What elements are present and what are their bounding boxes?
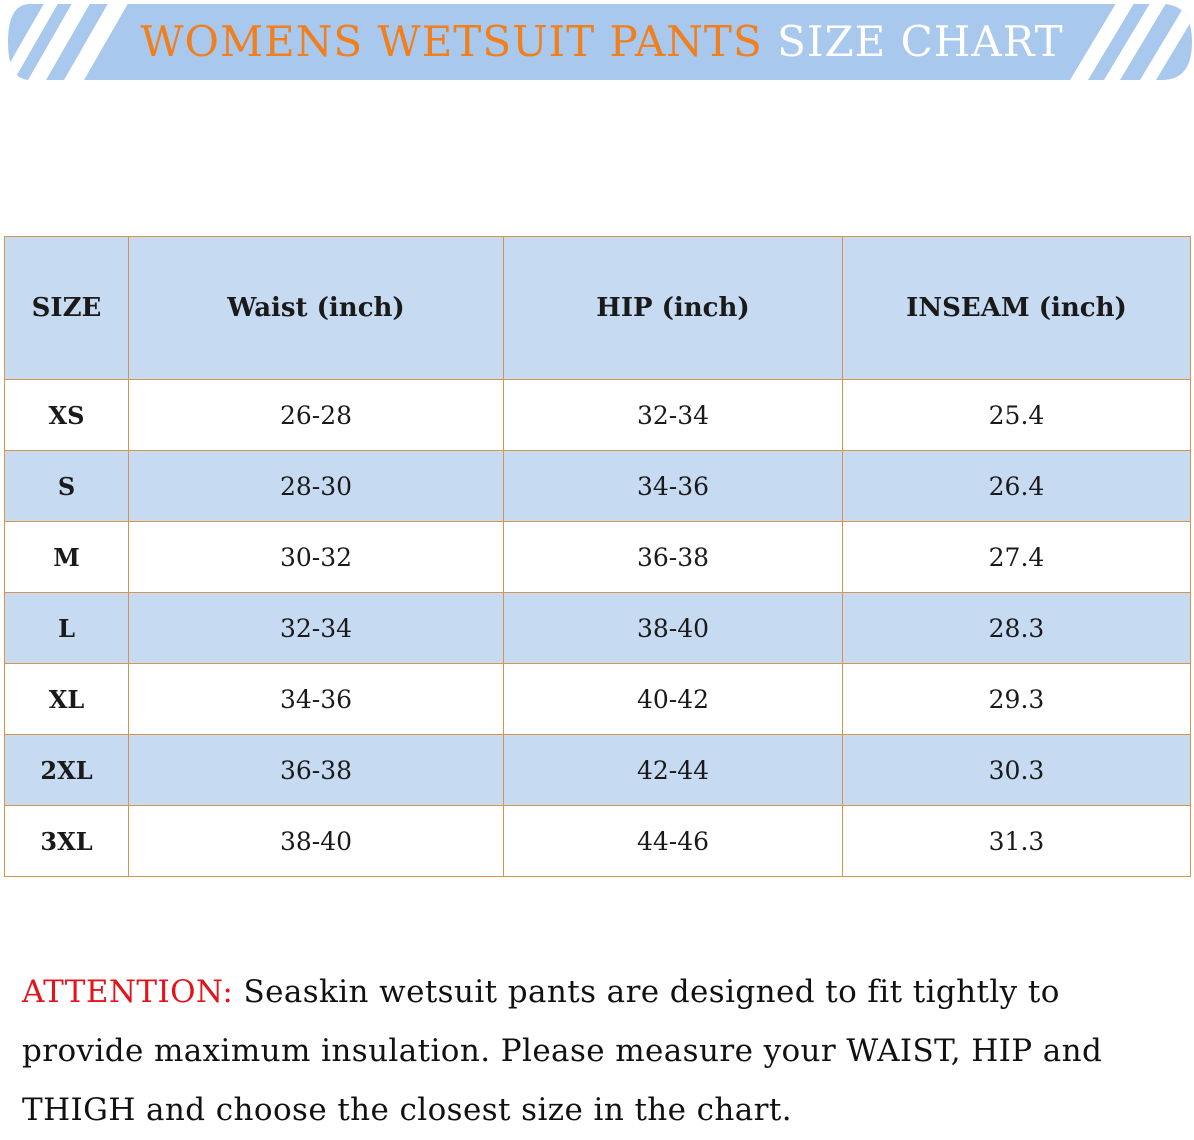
size-cell: 2XL <box>5 735 129 806</box>
size-chart-table <box>4 236 1191 877</box>
waist-cell: 34-36 <box>129 664 504 735</box>
table-row <box>5 735 1191 806</box>
table-row <box>5 380 1191 451</box>
inseam-cell: 27.4 <box>843 522 1191 593</box>
title-size-chart: SIZE CHART <box>777 17 1064 66</box>
waist-cell: 28-30 <box>129 451 504 522</box>
header-waist: Waist (inch) <box>129 237 504 380</box>
waist-cell: 38-40 <box>129 806 504 877</box>
attention-note <box>22 963 1182 1140</box>
attention-text: Seaskin wetsuit pants are designed to fit tightly to provide maximum insulation. Please measure your WAIST, HIP and THIGH and choose the closest size in the chart. <box>22 974 1103 1128</box>
hip-cell: 44-46 <box>504 806 843 877</box>
size-cell: XL <box>5 664 129 735</box>
size-cell: L <box>5 593 129 664</box>
inseam-cell: 26.4 <box>843 451 1191 522</box>
hip-cell: 34-36 <box>504 451 843 522</box>
header-inseam: INSEAM (inch) <box>843 237 1191 380</box>
size-cell: 3XL <box>5 806 129 877</box>
table-row <box>5 664 1191 735</box>
title-banner <box>0 0 1194 92</box>
header-hip: HIP (inch) <box>504 237 843 380</box>
table-row <box>5 522 1191 593</box>
title-womens-wetsuit-pants: WOMENS WETSUIT PANTS <box>140 17 763 66</box>
hip-cell: 32-34 <box>504 380 843 451</box>
inseam-cell: 29.3 <box>843 664 1191 735</box>
size-cell: XS <box>5 380 129 451</box>
attention-label: ATTENTION: <box>22 974 234 1010</box>
table-row <box>5 593 1191 664</box>
hip-cell: 40-42 <box>504 664 843 735</box>
size-cell: M <box>5 522 129 593</box>
size-cell: S <box>5 451 129 522</box>
waist-cell: 26-28 <box>129 380 504 451</box>
waist-cell: 36-38 <box>129 735 504 806</box>
waist-cell: 30-32 <box>129 522 504 593</box>
header-size: SIZE <box>5 237 129 380</box>
hip-cell: 36-38 <box>504 522 843 593</box>
page-title <box>0 14 1194 70</box>
hip-cell: 42-44 <box>504 735 843 806</box>
hip-cell: 38-40 <box>504 593 843 664</box>
table-row <box>5 806 1191 877</box>
inseam-cell: 28.3 <box>843 593 1191 664</box>
waist-cell: 32-34 <box>129 593 504 664</box>
inseam-cell: 25.4 <box>843 380 1191 451</box>
inseam-cell: 31.3 <box>843 806 1191 877</box>
inseam-cell: 30.3 <box>843 735 1191 806</box>
table-header-row <box>5 237 1191 380</box>
table-row <box>5 451 1191 522</box>
